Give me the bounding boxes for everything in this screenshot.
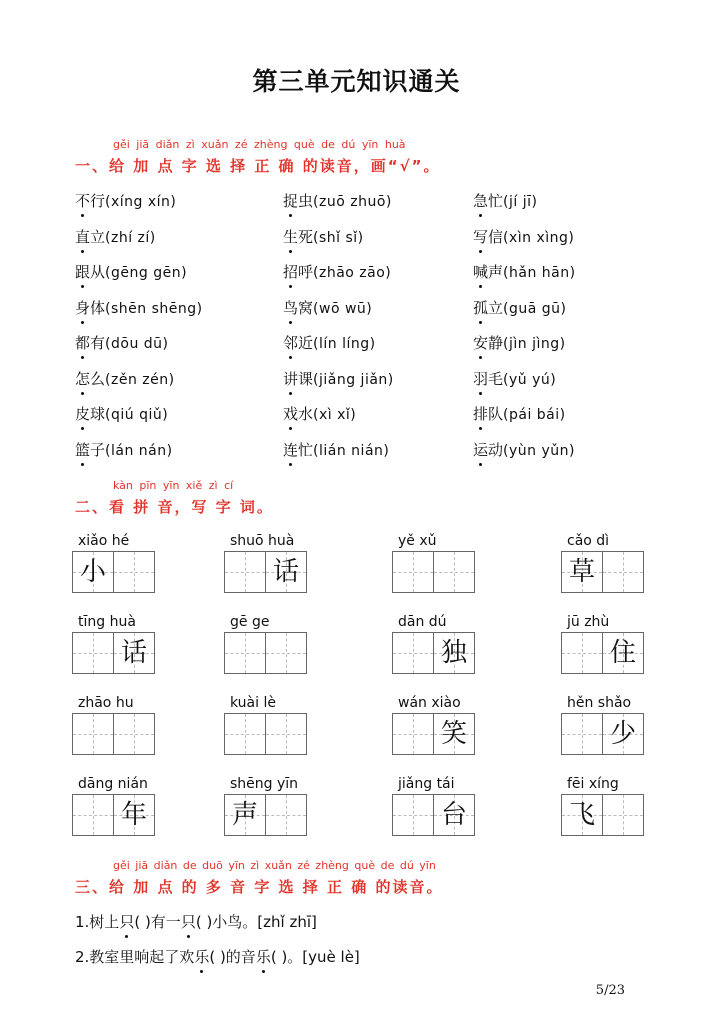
dotted-char: 邻 — [283, 332, 298, 353]
dotted-char: 排 — [473, 403, 488, 424]
dotted-char: 都 — [75, 332, 90, 353]
pinyin-options: (hǎn hān) — [503, 265, 576, 281]
page-number: 5/23 — [595, 983, 625, 998]
pinyin-options: (dōu dū) — [105, 336, 169, 352]
dotted-char: 戏 — [283, 403, 298, 424]
pinyin-options: (lín líng) — [313, 336, 376, 352]
reading-item: 不 行(xíng xín) — [75, 190, 176, 211]
section1-heading: 一、给 加 点 字 选 择 正 确 的读音，画“√”。 — [75, 157, 441, 175]
writing-box[interactable] — [392, 794, 434, 836]
writing-box[interactable] — [561, 632, 603, 674]
section3-pinyin: gěi jiā diǎn de duō yīn zì xuǎn zé zhèng què de dú yīn — [113, 859, 436, 872]
writing-cell — [392, 776, 476, 838]
cell-pinyin: shuō huà — [230, 533, 295, 549]
cell-pinyin: shēng yīn — [230, 776, 299, 792]
reading-item: 身 体(shēn shēng) — [75, 297, 203, 318]
pinyin-options: (qiú qiǔ) — [105, 407, 169, 423]
writing-box[interactable] — [72, 713, 114, 755]
reading-item: 安 静(jìn jìng) — [473, 332, 566, 353]
writing-box[interactable] — [265, 794, 307, 836]
dotted-char: 只 — [119, 911, 134, 932]
cell-pinyin: yě xǔ — [398, 533, 437, 549]
writing-box[interactable] — [433, 551, 475, 593]
dotted-char: 安 — [473, 332, 488, 353]
pinyin-options: (pái bái) — [503, 407, 566, 423]
pinyin-options: (guā gū) — [503, 300, 567, 317]
writing-box[interactable]: 话 — [113, 632, 155, 674]
writing-box[interactable]: 年 — [113, 794, 155, 836]
writing-cell — [392, 533, 476, 595]
dotted-char: 招 — [283, 261, 298, 282]
writing-cell — [561, 614, 645, 676]
dotted-char: 不 — [75, 190, 90, 211]
dotted-char: 鸟 — [283, 297, 298, 318]
writing-box[interactable] — [602, 794, 644, 836]
pinyin-options: (zěn zén) — [105, 371, 175, 388]
dotted-char: 皮 — [75, 403, 90, 424]
writing-cell — [561, 776, 645, 838]
writing-box[interactable]: 少 — [602, 713, 644, 755]
page-title: 第三单元知识通关 — [252, 67, 461, 96]
dotted-char: 只 — [181, 911, 196, 932]
writing-cell — [72, 695, 156, 757]
writing-cell — [224, 776, 308, 838]
dotted-char: 乐 — [256, 946, 271, 967]
cell-pinyin: gē ge — [230, 614, 270, 630]
writing-box[interactable] — [265, 713, 307, 755]
pinyin-options: (xíng xín) — [105, 194, 177, 210]
cell-pinyin: jū zhù — [567, 614, 610, 630]
writing-box[interactable] — [224, 551, 266, 593]
pinyin-options: (jìn jìng) — [503, 336, 566, 352]
cell-pinyin: jiǎng tái — [398, 776, 455, 792]
writing-box[interactable]: 住 — [602, 632, 644, 674]
pinyin-options: (zuō zhuō) — [313, 194, 392, 210]
section2-heading: 二、看 拼 音，写 字 词。 — [75, 498, 274, 516]
writing-box[interactable] — [113, 551, 155, 593]
reading-item: 篮 子(lán nán) — [75, 439, 173, 460]
cell-pinyin: fēi xíng — [567, 776, 619, 792]
cell-pinyin: xiǎo hé — [78, 533, 130, 549]
reading-item: 羽 毛(yǔ yú) — [473, 368, 556, 389]
pinyin-options: (zhí zí) — [105, 229, 156, 246]
writing-box[interactable] — [392, 713, 434, 755]
reading-item: 鸟 窝(wō wū) — [283, 297, 372, 318]
pinyin-options: (xì xǐ) — [313, 407, 357, 423]
section3-heading: 三、给 加 点 的 多 音 字 选 择 正 确 的读音。 — [75, 878, 444, 896]
reading-item: 都 有(dōu dū) — [75, 332, 169, 353]
dotted-char: 急 — [473, 190, 488, 211]
pinyin-options: (shēn shēng) — [105, 300, 203, 317]
writing-box[interactable] — [224, 632, 266, 674]
dotted-char: 怎 — [75, 368, 90, 389]
writing-box[interactable]: 声 — [224, 794, 266, 836]
pinyin-options: (lán nán) — [105, 442, 173, 459]
dotted-char: 孤 — [473, 297, 488, 318]
dotted-char: 身 — [75, 297, 90, 318]
reading-item: 喊 声(hǎn hān) — [473, 261, 576, 282]
writing-cell — [561, 533, 645, 595]
writing-box[interactable]: 话 — [265, 551, 307, 593]
cell-pinyin: kuài lè — [230, 695, 276, 711]
dotted-char: 喊 — [473, 261, 488, 282]
dotted-char: 捉 — [283, 190, 298, 211]
pinyin-options: (lián nián) — [313, 442, 390, 459]
dotted-char: 直 — [75, 226, 90, 247]
writing-cell — [224, 695, 308, 757]
writing-box[interactable] — [265, 632, 307, 674]
question-2: 2.教室里响起了欢乐 ( )的音乐 ( )。[yuè lè] — [75, 946, 360, 967]
pinyin-options: (jiǎng jiǎn) — [313, 371, 394, 388]
pinyin-options: (jí jī) — [503, 194, 538, 210]
writing-box[interactable]: 独 — [433, 632, 475, 674]
writing-box[interactable]: 飞 — [561, 794, 603, 836]
dotted-char: 羽 — [473, 368, 488, 389]
reading-item: 怎 么(zěn zén) — [75, 368, 175, 389]
reading-item: 招 呼(zhāo zāo) — [283, 261, 391, 282]
writing-box[interactable]: 草 — [561, 551, 603, 593]
reading-item: 排 队(pái bái) — [473, 403, 566, 424]
writing-box[interactable] — [602, 551, 644, 593]
reading-item: 孤 立(guā gū) — [473, 297, 567, 318]
writing-cell — [392, 695, 476, 757]
cell-pinyin: tīng huà — [78, 614, 136, 630]
reading-item: 戏 水(xì xǐ) — [283, 403, 356, 424]
cell-pinyin: dān dú — [398, 614, 447, 630]
dotted-char: 讲 — [283, 368, 298, 389]
pinyin-options: (yùn yǔn) — [503, 442, 575, 459]
writing-cell — [224, 614, 308, 676]
cell-pinyin: hěn shǎo — [567, 695, 632, 711]
cell-pinyin: cǎo dì — [567, 533, 610, 549]
writing-box[interactable] — [224, 713, 266, 755]
pinyin-options: (shǐ sǐ) — [313, 229, 364, 246]
pinyin-options: (yǔ yú) — [503, 371, 557, 388]
reading-item: 捉 虫(zuō zhuō) — [283, 190, 392, 211]
reading-item: 邻 近(lín líng) — [283, 332, 376, 353]
cell-pinyin: dāng nián — [78, 776, 148, 792]
dotted-char: 篮 — [75, 439, 90, 460]
reading-item: 皮 球(qiú qiǔ) — [75, 403, 168, 424]
reading-item: 急 忙(jí jī) — [473, 190, 537, 211]
section1-pinyin: gěi jiā diǎn zì xuǎn zé zhèng què de dú yīn huà — [113, 138, 406, 151]
writing-box[interactable]: 小 — [72, 551, 114, 593]
section2-pinyin: kàn pīn yīn xiě zì cí — [113, 479, 234, 492]
pinyin-options: (gēng gēn) — [105, 265, 188, 281]
writing-box[interactable] — [392, 632, 434, 674]
reading-item: 连 忙(lián nián) — [283, 439, 389, 460]
dotted-char: 跟 — [75, 261, 90, 282]
reading-item: 讲 课(jiǎng jiǎn) — [283, 368, 394, 389]
writing-box[interactable]: 台 — [433, 794, 475, 836]
dotted-char: 连 — [283, 439, 298, 460]
writing-box[interactable] — [72, 632, 114, 674]
dotted-char: 乐 — [194, 946, 209, 967]
pinyin-options: (xìn xìng) — [503, 229, 575, 246]
writing-cell — [72, 776, 156, 838]
writing-box[interactable]: 笑 — [433, 713, 475, 755]
writing-cell — [224, 533, 308, 595]
cell-pinyin: zhāo hu — [78, 695, 134, 711]
writing-box[interactable] — [392, 551, 434, 593]
question-1: 1.树上只 ( )有一只 ( )小鸟。[zhǐ zhī] — [75, 911, 317, 932]
dotted-char: 生 — [283, 226, 298, 247]
writing-cell — [392, 614, 476, 676]
pinyin-options: (zhāo zāo) — [313, 265, 392, 281]
writing-cell — [561, 695, 645, 757]
reading-item: 写 信(xìn xìng) — [473, 226, 574, 247]
reading-item: 跟 从(gēng gēn) — [75, 261, 187, 282]
writing-cell — [72, 533, 156, 595]
pinyin-options: (wō wū) — [313, 300, 373, 317]
writing-box[interactable] — [113, 713, 155, 755]
dotted-char: 运 — [473, 439, 488, 460]
dotted-char: 写 — [473, 226, 488, 247]
writing-box[interactable] — [72, 794, 114, 836]
writing-cell — [72, 614, 156, 676]
writing-box[interactable] — [561, 713, 603, 755]
reading-item: 运 动(yùn yǔn) — [473, 439, 575, 460]
reading-item: 直 立(zhí zí) — [75, 226, 156, 247]
reading-item: 生 死(shǐ sǐ) — [283, 226, 364, 247]
cell-pinyin: wán xiào — [398, 695, 461, 711]
